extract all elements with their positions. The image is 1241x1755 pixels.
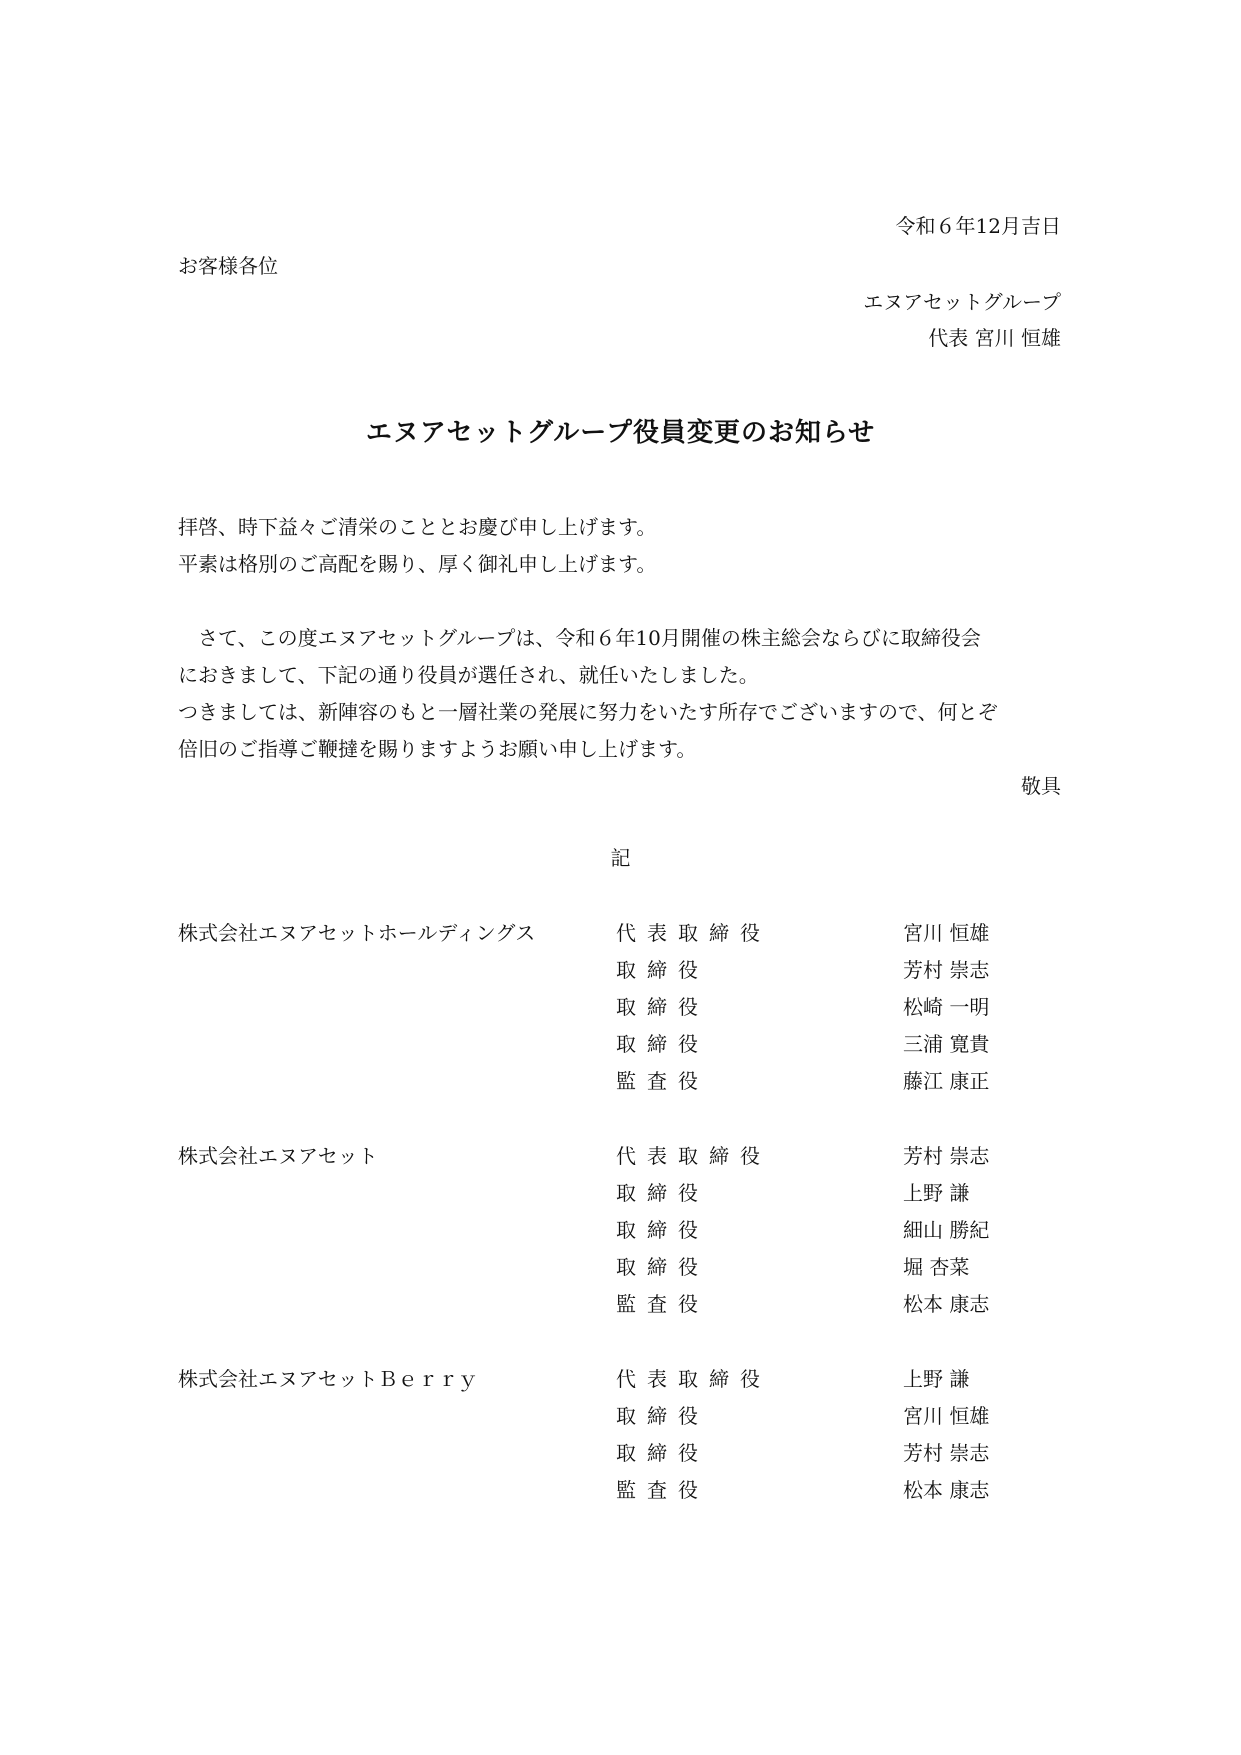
officer-name: 上野 謙 bbox=[903, 1181, 970, 1205]
sender-organization: エヌアセットグループ bbox=[863, 290, 1061, 314]
officer-name: 芳村 崇志 bbox=[903, 958, 990, 982]
officer-role: 監査役 bbox=[616, 1292, 709, 1316]
greeting-line: 平素は格別のご高配を賜り、厚く御礼申し上げます。 bbox=[178, 552, 657, 576]
sender-representative: 代表 宮川 恒雄 bbox=[928, 326, 1061, 350]
paragraph-line: におきまして、下記の通り役員が選任され、就任いたしました。 bbox=[178, 663, 759, 687]
officer-name: 芳村 崇志 bbox=[903, 1441, 990, 1465]
company-name: 株式会社エヌアセットホールディングス bbox=[178, 921, 536, 945]
paragraph-line: 倍旧のご指導ご鞭撻を賜りますようお願い申し上げます。 bbox=[178, 737, 697, 761]
officer-name: 宮川 恒雄 bbox=[903, 1404, 990, 1428]
officer-role: 取締役 bbox=[616, 1441, 709, 1465]
officer-role: 取締役 bbox=[616, 958, 709, 982]
officer-role: 監査役 bbox=[616, 1478, 709, 1502]
officer-name: 松本 康志 bbox=[903, 1478, 990, 1502]
officer-name: 藤江 康正 bbox=[903, 1069, 990, 1093]
issue-date: 令和６年12月吉日 bbox=[895, 214, 1061, 238]
officer-role: 取締役 bbox=[616, 1218, 709, 1242]
recipient: お客様各位 bbox=[178, 254, 278, 278]
officer-name: 細山 勝紀 bbox=[903, 1218, 990, 1242]
paragraph-line: さて、この度エヌアセットグループは、令和６年10月開催の株主総会ならびに取締役会 bbox=[178, 626, 981, 650]
officer-name: 松本 康志 bbox=[903, 1292, 990, 1316]
paragraph-line: つきましては、新陣容のもと一層社業の発展に努力をいたす所存でございますので、何とぞ bbox=[178, 700, 998, 724]
officer-role: 取締役 bbox=[616, 995, 709, 1019]
officer-name: 松崎 一明 bbox=[903, 995, 990, 1019]
officer-role: 取締役 bbox=[616, 1255, 709, 1279]
company-name: 株式会社エヌアセットＢｅｒｒｙ bbox=[178, 1367, 478, 1391]
officer-role: 取締役 bbox=[616, 1181, 709, 1205]
officer-role: 代表取締役 bbox=[616, 921, 771, 945]
officer-name: 三浦 寛貴 bbox=[903, 1032, 990, 1056]
record-heading: 記 bbox=[610, 846, 631, 870]
closing-word: 敬具 bbox=[1021, 774, 1061, 798]
document-title: エヌアセットグループ役員変更のお知らせ bbox=[365, 418, 876, 448]
officer-role: 取締役 bbox=[616, 1404, 709, 1428]
officer-name: 堀 杏菜 bbox=[903, 1255, 970, 1279]
company-name: 株式会社エヌアセット bbox=[178, 1144, 378, 1168]
officer-role: 監査役 bbox=[616, 1069, 709, 1093]
greeting-line: 拝啓、時下益々ご清栄のこととお慶び申し上げます。 bbox=[178, 515, 657, 539]
officer-name: 上野 謙 bbox=[903, 1367, 970, 1391]
officer-name: 宮川 恒雄 bbox=[903, 921, 990, 945]
officer-role: 代表取締役 bbox=[616, 1367, 771, 1391]
officer-role: 取締役 bbox=[616, 1032, 709, 1056]
officer-role: 代表取締役 bbox=[616, 1144, 771, 1168]
officer-name: 芳村 崇志 bbox=[903, 1144, 990, 1168]
